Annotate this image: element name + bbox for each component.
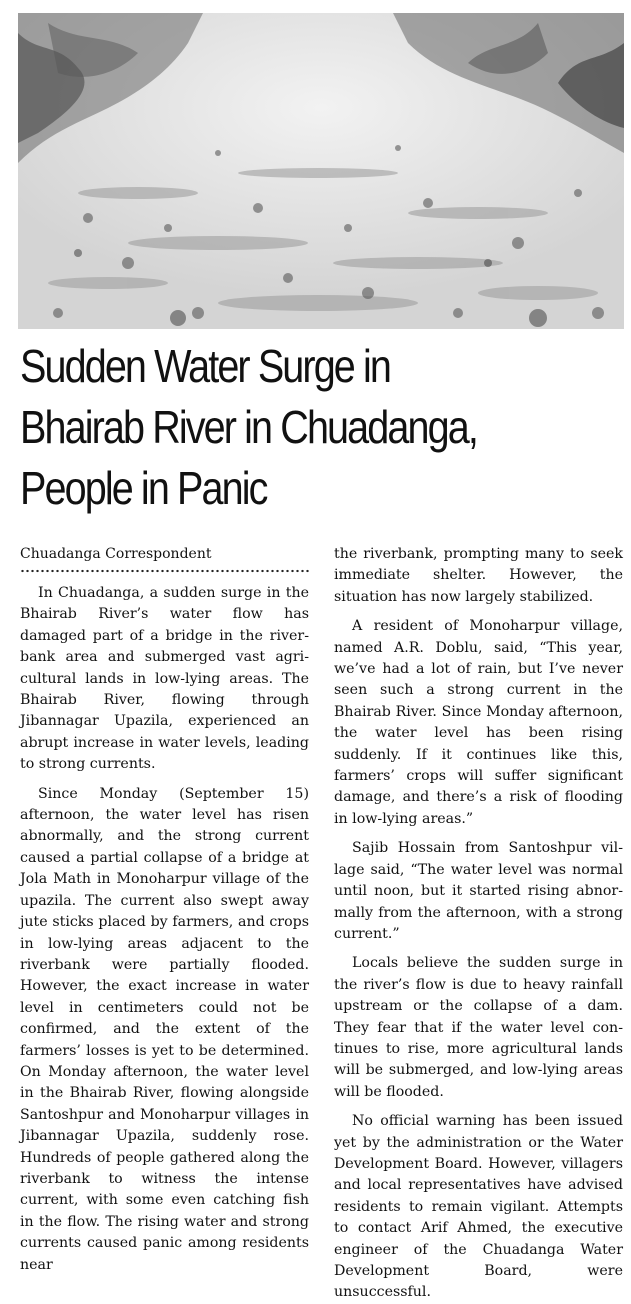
article-paragraph: A resident of Monoharpur village, named A.R. Doblu, said, “This year, we’ve had a lot of rain, but I’ve never seen such a strong current in the Bhairab River. Since Monday afternoon, the water level has been rising suddenly. If it continues like this, farmers’ crops will suffer significant damage, and there’s a risk of flooding in low-lying areas.” bbox=[334, 618, 623, 827]
headline-line-1: Sudden Water Surge in bbox=[20, 340, 391, 392]
article-paragraph-continued: the riverbank, prompting many to seek immediate shelter. However, the situation has now largely stabilized. bbox=[334, 546, 623, 605]
article-paragraph: No official warning has been issued yet by the administration or the Water Development Board. However, villagers and local representatives have advised residents to remain vigilant. Attempts to contact Arif Ahmed, the executive engineer of the Chuadanga Water Development Board, were unsuccessful. bbox=[334, 1113, 623, 1301]
byline: Chuadanga Correspondent bbox=[20, 546, 212, 562]
dotted-divider bbox=[20, 569, 310, 573]
flood-scene-image bbox=[18, 13, 624, 329]
article-paragraph: Sajib Hossain from Santoshpur village said, “The water level was normal until noon, but it started rising abnormally from the afternoon, with a strong current.” bbox=[334, 840, 623, 942]
headline-line-3: People in Panic bbox=[20, 462, 267, 514]
article-paragraph: Locals believe the sudden surge in the river’s flow is due to heavy rainfall upstream or the collapse of a dam. They fear that if the water level continues to rise, more agricultural lands will be submerged, and low-lying areas will be flooded. bbox=[334, 955, 623, 1100]
article-column-right bbox=[334, 544, 623, 1304]
article-headline bbox=[20, 336, 536, 519]
article-paragraph: Since Monday (September 15) afternoon, the water level has risen abnormally, and the strong current caused a partial collapse of a bridge at Jola Math in Monoharpur village of the upazila. The current also swept away jute sticks placed by farmers, and crops in low-lying areas adjacent to the riverbank were partially flooded. However, the exact increase in water level in centimeters could not be confirmed, and the extent of the farmers’ losses is yet to be determined. On Monday afternoon, the water level in the Bhairab River, flowing alongside Santoshpur and Monoharpur villages in Jibannagar Upazila, suddenly rose. Hundreds of people gathered along the riverbank to witness the intense current, with some even catching fish in the flow. The rising water and strong currents caused panic among residents near bbox=[20, 785, 309, 1273]
article-column-left bbox=[20, 583, 309, 1276]
article-paragraph: In Chuadanga, a sudden surge in the Bhairab River’s water flow has damaged part of a bridge in the riverbank area and submerged vast agricultural lands in low-lying areas. The Bhairab River, flowing through Jibannagar Upazila, experienced an abrupt increase in water levels, leading to strong currents. bbox=[20, 585, 309, 773]
headline-line-2: Bhairab River in Chuadanga, bbox=[20, 401, 477, 453]
flooded-field-photo bbox=[18, 13, 624, 329]
